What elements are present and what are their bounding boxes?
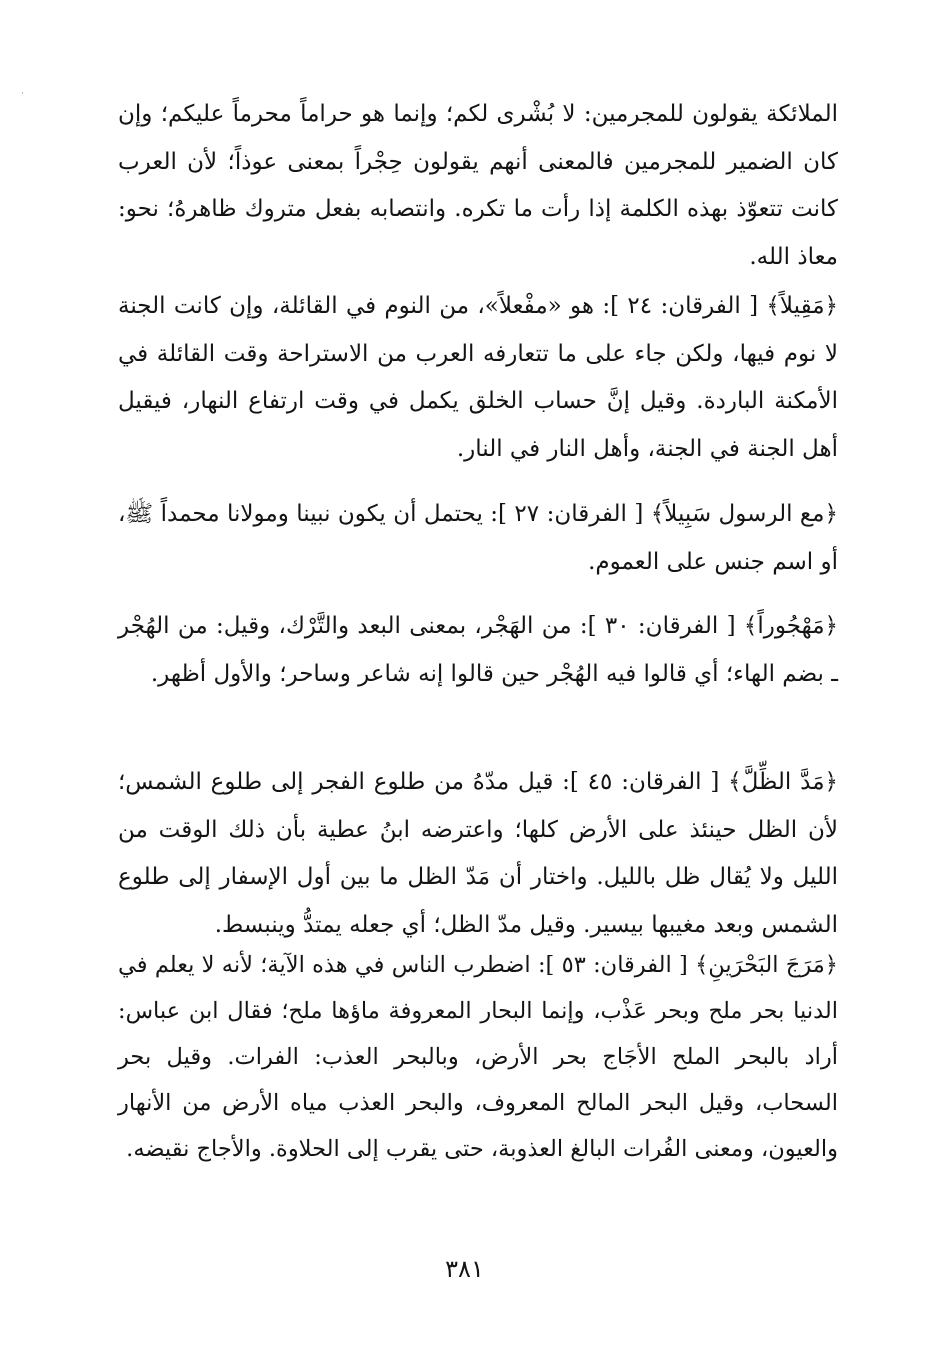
- paragraph-5-text: ﴿مَدَّ الظِّلَّ﴾ [ الفرقان: ٤٥ ]: قيل مدّهُ من طلوع الفجر إلى طلوع الشمس؛ لأن الظل حينئذ على الأرض كلها؛ واعترضه ابنُ عطية بأن ذلك الوقت من الليل ولا يُقال ظل بالليل. واختار أن مَدّ الظل ما بين أول الإسفار إلى طلوع الشمس وبعد مغيبها بيسير. وقيل مدّ الظل؛ أي جعله يمتدُّ وينبسط.: [118, 769, 838, 938]
- paragraph-6-text: ﴿مَرَجَ البَحْرَينِ﴾ [ الفرقان: ٥٣ ]: اضطرب الناس في هذه الآية؛ لأنه لا يعلم في الدنيا بحر ملح وبحر عَذْب، وإنما البحار المعروفة ماؤها ملح؛ فقال ابن عباس: أراد بالبحر الملح الأجَاج بحر الأرض، وبالبحر العذب: الفرات. وقيل بحر السحاب، وقيل البحر المالح المعروف، والبحر العذب مياه الأرض من الأنهار والعيون، ومعنى الفُرات البالغ العذوبة، حتى يقرب إلى الحلاوة. والأجاج نقيضه.: [118, 952, 838, 1162]
- paragraph-3: [118, 491, 838, 586]
- paragraph-3-text: ﴿مع الرسول سَبِيلاً﴾ [ الفرقان: ٢٧ ]: يحتمل أن يكون نبينا ومولانا محمداً ﷺ، أو اسم جنس على العموم.: [118, 501, 838, 575]
- paragraph-4: [118, 603, 838, 698]
- paragraph-2-text: ﴿مَقِيلاً﴾ [ الفرقان: ٢٤ ]: هو «مفْعلاً»، من النوم في القائلة، وإن كانت الجنة لا نوم فيها، ولكن جاء على ما تتعارفه العرب من الاستراحة وقت القائلة في الأمكنة الباردة. وقيل إنَّ حساب الخلق يكمل في وقت ارتفاع النهار، فيقيل أهل الجنة في الجنة، وأهل النار في النار.: [118, 293, 839, 462]
- page-number: ٣٨١: [445, 1255, 484, 1283]
- paragraph-6: [118, 942, 838, 1172]
- paragraph-2: [118, 283, 838, 473]
- paragraph-1: [118, 91, 838, 281]
- margin-mark: [22, 92, 23, 94]
- paragraph-5: [118, 759, 838, 949]
- paragraph-4-text: ﴿مَهْجُوراً﴾ [ الفرقان: ٣٠ ]: من الهَجْر، بمعنى البعد والتَّرْك، وقيل: من الهُجْر ـ بضم الهاء؛ أي قالوا فيه الهُجْر حين قالوا إنه شاعر وساحر؛ والأول أظهر.: [118, 613, 839, 687]
- paragraph-1-text: الملائكة يقولون للمجرمين: لا بُشْرى لكم؛ وإنما هو حراماً محرماً عليكم؛ وإن كان الضمير للمجرمين فالمعنى أنهم يقولون حِجْراً بمعنى عوذاً؛ لأن العرب كانت تتعوّذ بهذه الكلمة إذا رأت ما تكره. وانتصابه بفعل متروك ظاهرهُ؛ نحو: معاذ الله.: [118, 101, 838, 270]
